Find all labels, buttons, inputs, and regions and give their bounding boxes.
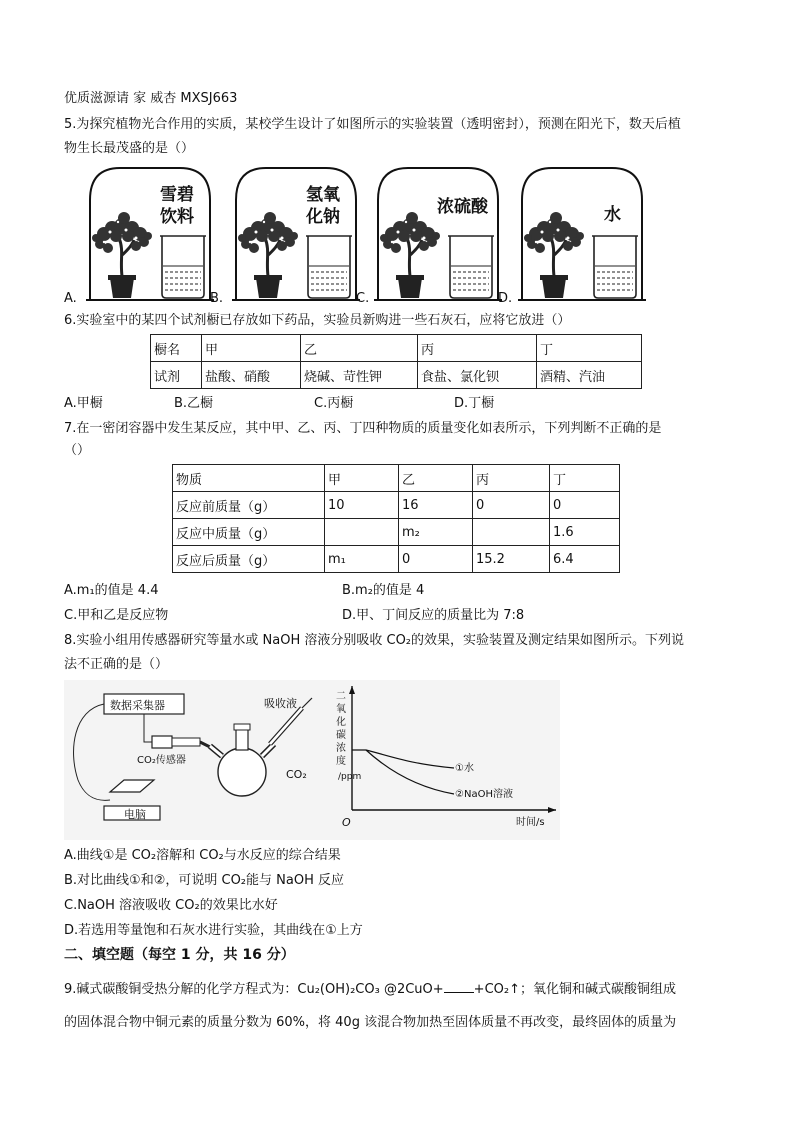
graph-yunit: /ppm bbox=[338, 772, 362, 782]
q6-cabinet-table bbox=[150, 334, 642, 389]
table-cell: 乙 bbox=[399, 465, 473, 492]
q7-option-d: D.甲、丁间反应的质量比为 7:8 bbox=[342, 608, 525, 623]
section-2-heading: 二、填空题（每空 1 分，共 16 分） bbox=[64, 947, 295, 963]
option-b-label-line2: 化钠 bbox=[306, 207, 340, 227]
table-cell: 丁 bbox=[537, 335, 642, 362]
table-cell: 乙 bbox=[301, 335, 418, 362]
computer-label: 电脑 bbox=[124, 808, 146, 821]
page-header: 优质滋源请 家 威杏 MXSJ663 bbox=[64, 91, 238, 106]
table-row bbox=[151, 335, 642, 362]
table-cell: 甲 bbox=[202, 335, 301, 362]
q9-equation-part1: 9.碱式碳酸铜受热分解的化学方程式为：Cu₂(OH)₂CO₃ @2CuO+ bbox=[64, 982, 444, 997]
q8-option-a: A.曲线①是 CO₂溶解和 CO₂与水反应的综合结果 bbox=[64, 848, 341, 863]
table-row bbox=[151, 362, 642, 389]
co2-sensor-label: CO₂传感器 bbox=[137, 755, 186, 766]
q6-option-c: C.丙橱 bbox=[314, 396, 354, 411]
table-cell: 反应前质量（g） bbox=[173, 492, 325, 519]
table-cell: 丙 bbox=[473, 465, 550, 492]
option-b-letter: B. bbox=[210, 291, 224, 306]
table-cell: 丙 bbox=[418, 335, 537, 362]
q6-option-a: A.甲橱 bbox=[64, 396, 103, 411]
option-a-letter: A. bbox=[64, 291, 77, 306]
table-cell: 试剂 bbox=[151, 362, 202, 389]
q8-stem-line2: 法不正确的是（） bbox=[64, 657, 169, 672]
q7-stem-line2: （） bbox=[64, 443, 91, 458]
table-cell: 橱名 bbox=[151, 335, 202, 362]
q6-option-b: B.乙橱 bbox=[174, 396, 214, 411]
graph-ylabel: 二氧化碳浓度 bbox=[336, 691, 346, 767]
q7-option-c: C.甲和乙是反应物 bbox=[64, 608, 169, 623]
bell-jar-a bbox=[86, 168, 214, 300]
table-cell bbox=[473, 519, 550, 546]
co2-label: CO₂ bbox=[286, 768, 307, 781]
graph-origin: O bbox=[342, 816, 351, 829]
curve-2-label: ②NaOH溶液 bbox=[455, 789, 513, 800]
option-c-letter: C. bbox=[356, 291, 370, 306]
q8-stem-line1: 8.实验小组用传感器研究等量水或 NaOH 溶液分别吸收 CO₂的效果，实验装置及测定结果如图所示。下列说 bbox=[64, 633, 685, 648]
q8-option-b: B.对比曲线①和②，可说明 CO₂能与 NaOH 反应 bbox=[64, 873, 344, 888]
data-collector-label: 数据采集器 bbox=[110, 699, 165, 712]
absorbent-label: 吸收液 bbox=[264, 697, 297, 710]
q7-stem-line1: 7.在一密闭容器中发生某反应，其中甲、乙、丙、丁四种物质的质量变化如表所示，下列判断不正确的是 bbox=[64, 421, 662, 436]
table-cell: 10 bbox=[325, 492, 399, 519]
q6-stem: 6.实验室中的某四个试剂橱已存放如下药品，实验员新购进一些石灰石，应将它放进（） bbox=[64, 313, 571, 328]
table-cell: 酒精、汽油 bbox=[537, 362, 642, 389]
bell-jar-b bbox=[232, 168, 360, 300]
option-b-label-line1: 氢氧 bbox=[306, 185, 340, 205]
table-cell: m₁ bbox=[325, 546, 399, 573]
table-cell: 食盐、氯化钡 bbox=[418, 362, 537, 389]
option-d-letter: D. bbox=[498, 291, 513, 306]
table-cell: 反应中质量（g） bbox=[173, 519, 325, 546]
q7-mass-table bbox=[172, 464, 620, 573]
q7-option-a: A.m₁的值是 4.4 bbox=[64, 583, 159, 598]
table-cell: m₂ bbox=[399, 519, 473, 546]
table-row bbox=[173, 465, 620, 492]
table-cell: 丁 bbox=[550, 465, 620, 492]
bell-jar-d bbox=[518, 168, 646, 300]
table-cell: 烧碱、苛性钾 bbox=[301, 362, 418, 389]
table-row bbox=[173, 492, 620, 519]
curve-1-label: ①水 bbox=[455, 763, 474, 774]
table-cell: 1.6 bbox=[550, 519, 620, 546]
table-cell bbox=[325, 519, 399, 546]
option-a-label-line1: 雪碧 bbox=[160, 185, 194, 205]
q9-answer-blank[interactable] bbox=[444, 980, 474, 993]
q7-option-b: B.m₂的值是 4 bbox=[342, 583, 425, 598]
q9-stem-line2: 的固体混合物中铜元素的质量分数为 60%，将 40g 该混合物加热至固体质量不再改变，最终固体的质量为 bbox=[64, 1015, 677, 1030]
table-row bbox=[173, 519, 620, 546]
q5-stem-line2: 物生长最茂盛的是（） bbox=[64, 141, 195, 156]
option-d-label: 水 bbox=[604, 205, 621, 225]
q9-stem-line1 bbox=[64, 980, 676, 999]
option-c-label: 浓硫酸 bbox=[437, 197, 488, 217]
table-cell: 盐酸、硝酸 bbox=[202, 362, 301, 389]
q8-option-d: D.若选用等量饱和石灰水进行实验，其曲线在①上方 bbox=[64, 923, 363, 938]
table-cell: 反应后质量（g） bbox=[173, 546, 325, 573]
q5-figures bbox=[0, 160, 794, 310]
option-a-label-line2: 饮料 bbox=[160, 207, 194, 227]
graph-xlabel: 时间/s bbox=[516, 817, 545, 828]
table-row bbox=[173, 546, 620, 573]
q6-option-d: D.丁橱 bbox=[454, 396, 495, 411]
q9-equation-part2: +CO₂↑；氧化铜和碱式碳酸铜组成 bbox=[473, 982, 676, 997]
table-cell: 6.4 bbox=[550, 546, 620, 573]
bell-jar-c bbox=[374, 168, 502, 300]
table-cell: 0 bbox=[399, 546, 473, 573]
table-cell: 15.2 bbox=[473, 546, 550, 573]
q8-option-c: C.NaOH 溶液吸收 CO₂的效果比水好 bbox=[64, 898, 278, 913]
table-cell: 16 bbox=[399, 492, 473, 519]
table-cell: 0 bbox=[550, 492, 620, 519]
table-cell: 甲 bbox=[325, 465, 399, 492]
table-cell: 0 bbox=[473, 492, 550, 519]
table-cell: 物质 bbox=[173, 465, 325, 492]
q5-stem-line1: 5.为探究植物光合作用的实质，某校学生设计了如图所示的实验装置（透明密封），预测在阳光下，数天后植 bbox=[64, 117, 681, 132]
